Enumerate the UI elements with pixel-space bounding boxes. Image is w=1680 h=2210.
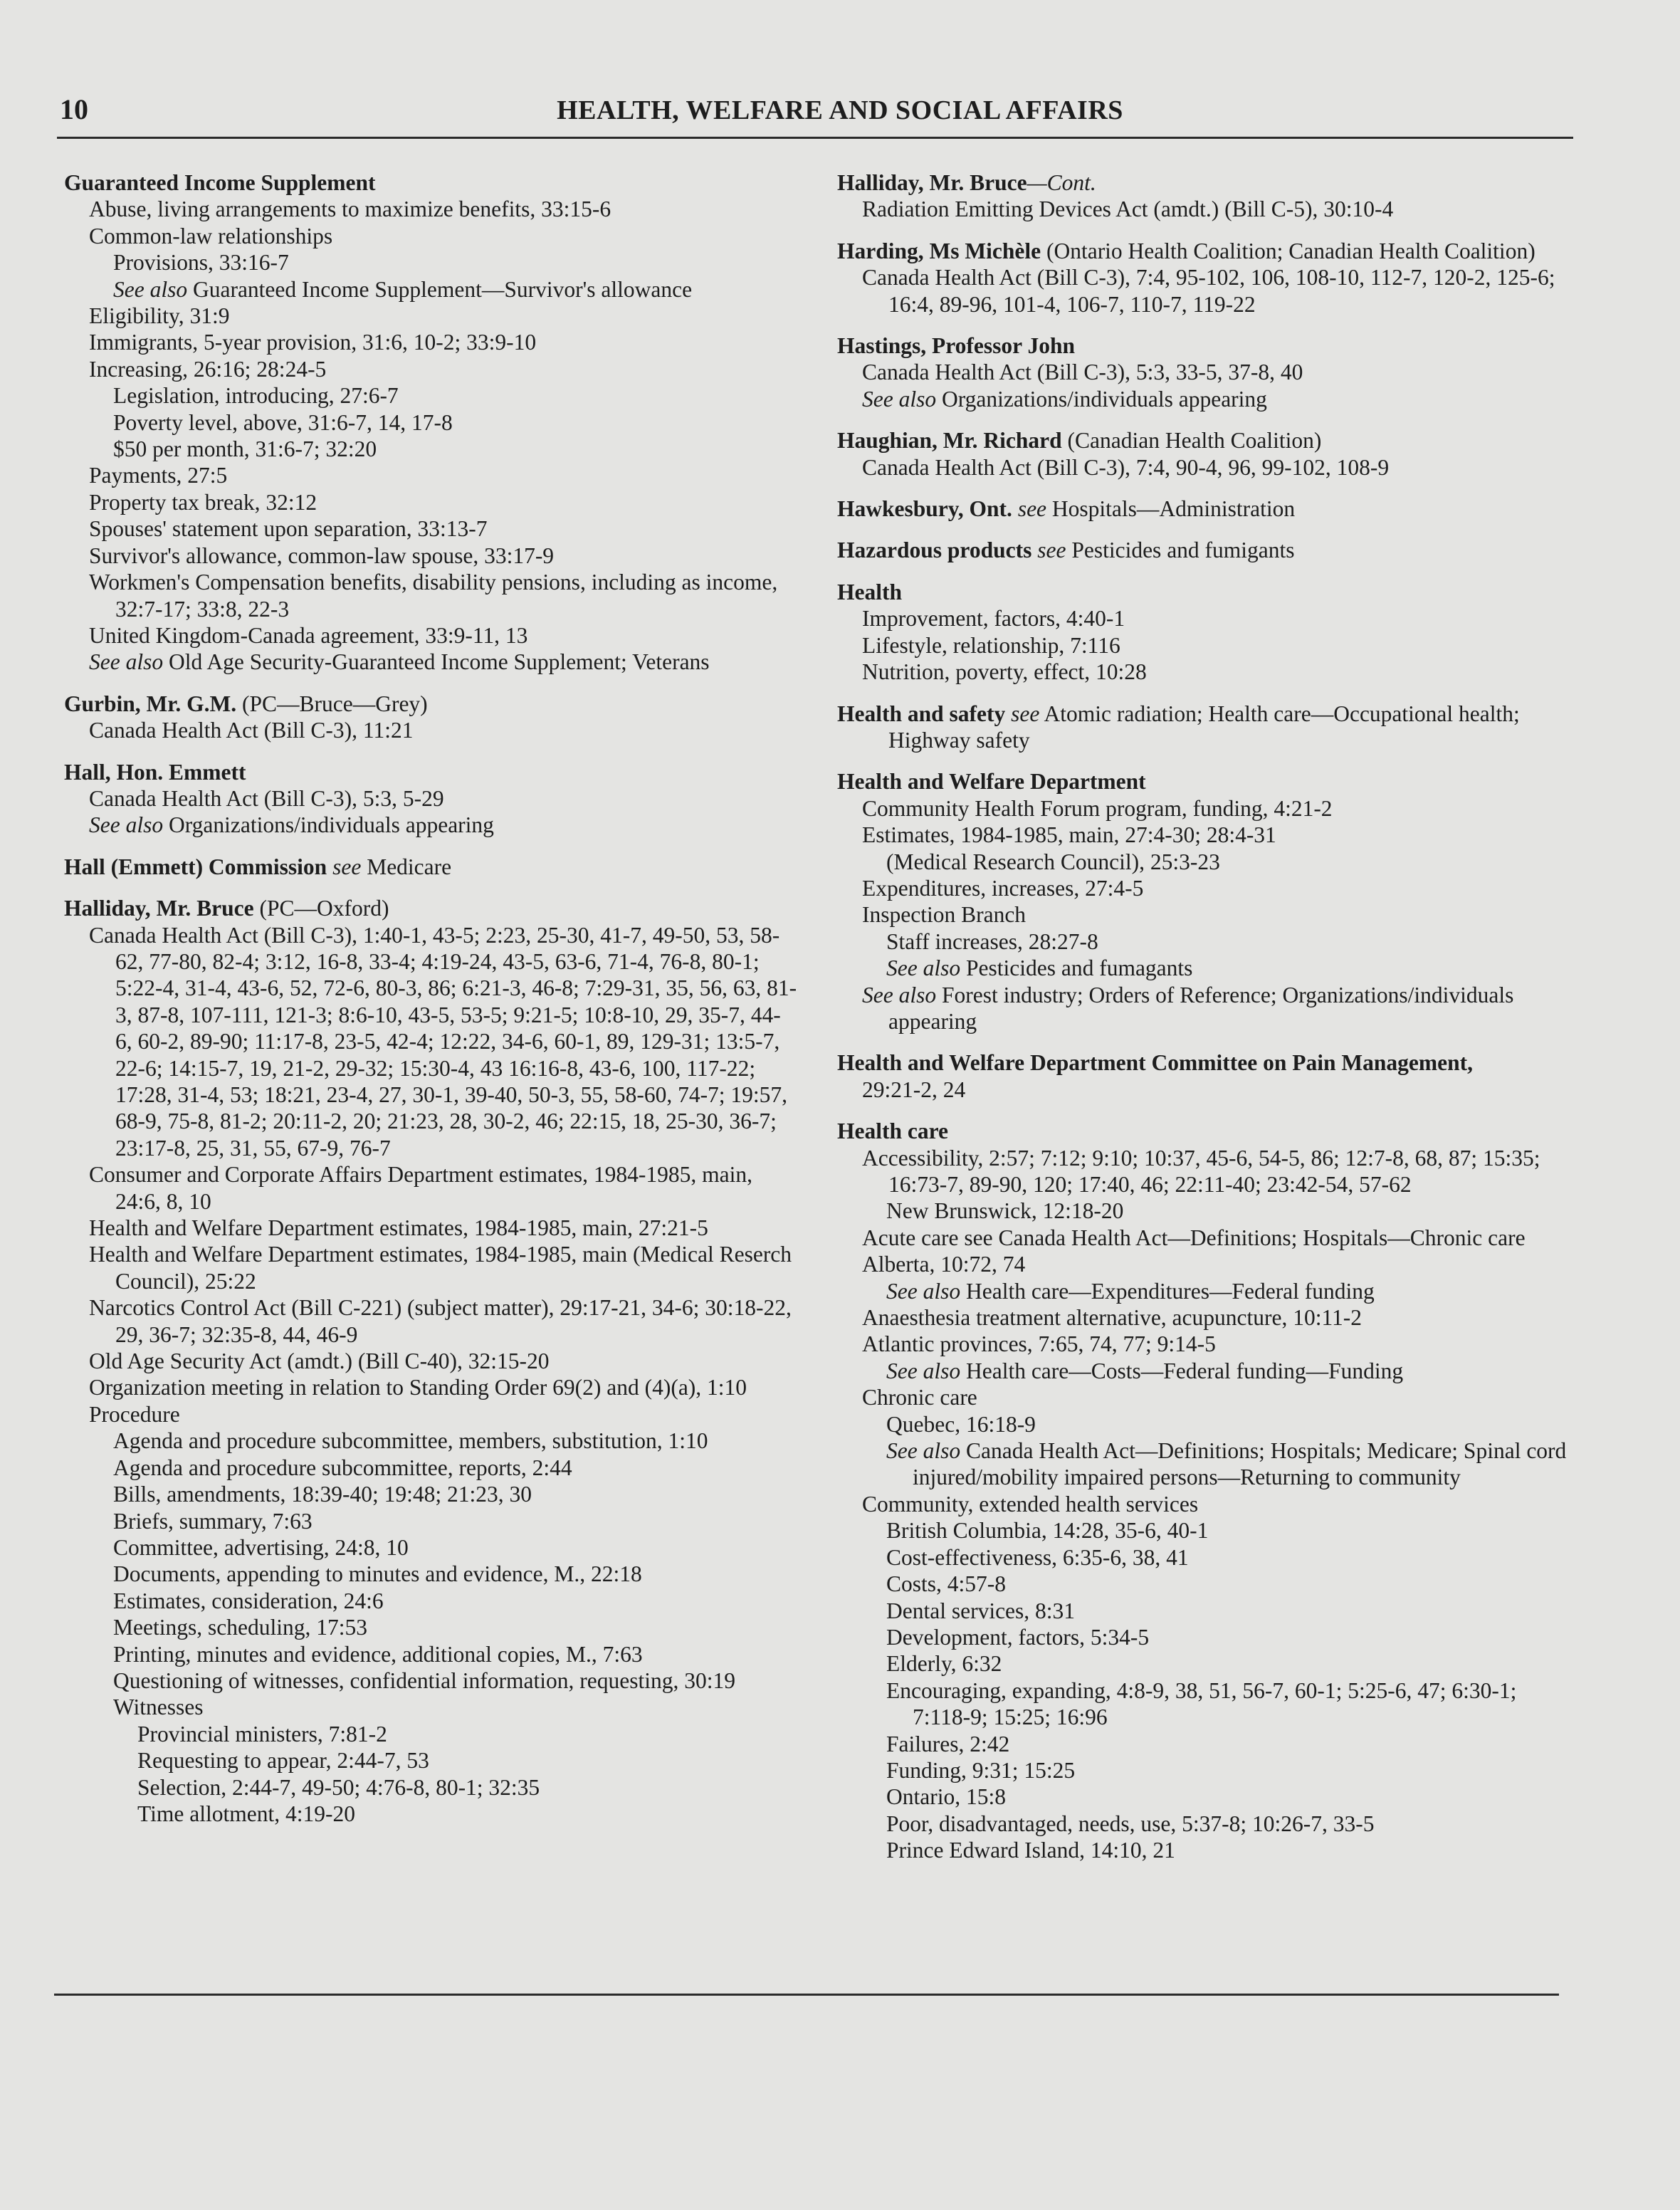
subentry	[837, 795, 1570, 822]
subentry	[64, 515, 797, 542]
subentry-text: Staff increases, 28:27-8	[886, 928, 1098, 954]
subentry-text: Failures, 2:42	[886, 1731, 1010, 1756]
subentry	[64, 1534, 797, 1561]
subentry	[837, 1225, 1570, 1251]
subentry	[64, 356, 797, 382]
subentry	[837, 982, 1570, 1035]
subentry	[64, 223, 797, 249]
index-entry	[64, 895, 797, 1827]
heading-term: Hastings, Professor John	[837, 333, 1075, 359]
subentry-text: Lifestyle, relationship, 7:116	[862, 632, 1120, 658]
subentry	[64, 649, 797, 675]
subentry-text: Atlantic provinces, 7:65, 74, 77; 9:14-5	[862, 1331, 1216, 1357]
subentry-text: Canada Health Act (Bill C-3), 11:21	[89, 718, 414, 743]
subentry	[64, 382, 797, 409]
subentry	[837, 1598, 1570, 1624]
subentry-text: Health care—Costs—Federal funding—Funding	[960, 1358, 1404, 1383]
subentry-text: Payments, 27:5	[89, 463, 228, 488]
subentry	[837, 849, 1570, 875]
subentry	[837, 659, 1570, 685]
subentry	[837, 1784, 1570, 1810]
subentry-text: Property tax break, 32:12	[89, 489, 317, 515]
subentry	[837, 1811, 1570, 1837]
subentry	[837, 928, 1570, 955]
subentry	[64, 717, 797, 743]
subentry-text: Agenda and procedure subcommittee, members, substitution, 1:10	[113, 1428, 708, 1454]
see-also-label: See also	[886, 1278, 961, 1304]
subentry	[64, 1374, 797, 1400]
entry-heading	[837, 332, 1570, 359]
subentry-text: Workmen's Compensation benefits, disability pensions, including as income, 32:7-17; 33:8, 22-3	[89, 570, 778, 622]
subentry	[64, 303, 797, 329]
index-entry	[64, 854, 797, 880]
subentry-text: New Brunswick, 12:18-20	[886, 1198, 1124, 1224]
subentry-text: Forest industry; Orders of Reference; Organizations/individuals appearing	[888, 982, 1514, 1034]
subentry-text: Canada Health Act (Bill C-3), 1:40-1, 43-5; 2:23, 25-30, 41-7, 49-50, 53, 58-62, 77-80, 82-4; 3:12, 16-8, 33-4; 4:19-24, 43-5, 63-6, 71-4, 76-8, 80-1; 5:22-4, 31-4, 43-6, 52, 72-6, 80-3, 86; 6:21-3, 46-8; 7:29-31, 35, 56, 63, 81-3, 87-8, 107-111, 121-3; 8:6-10, 43-5, 53-5; 9:21-5; 10:8-10, 29, 35-7, 44-6, 60-2, 89-90; 11:17-8, 23-5, 42-4; 12:22, 34-6, 60-1, 89, 129-31; 13:5-7, 22-6; 14:15-7, 19, 21-2, 29-32; 15:30-4, 43 16:16-8, 43-6, 100, 117-22; 17:28, 31-4, 53; 18:21, 23-4, 27, 30-1, 39-40, 50-3, 55, 58-60, 74-7; 19:57, 68-9, 75-8, 81-2; 20:11-2, 20; 21:23, 28, 30-2, 46; 22:15, 18, 25-30, 36-7; 23:17-8, 25, 31, 55, 67-9, 76-7	[89, 922, 797, 1161]
heading-term: Health	[837, 579, 902, 604]
subentry	[837, 901, 1570, 928]
subentry-text: Organizations/individuals appearing	[936, 386, 1267, 412]
subentry-text: Agenda and procedure subcommittee, reports, 2:44	[113, 1455, 572, 1480]
entry-heading	[837, 238, 1570, 264]
see-reference-label: see	[327, 854, 362, 879]
running-title: HEALTH, WELFARE AND SOCIAL AFFAIRS	[557, 95, 1123, 125]
subentry-text: Organization meeting in relation to Standing Order 69(2) and (4)(a), 1:10	[89, 1375, 747, 1400]
subentry	[837, 1358, 1570, 1384]
subentry-text: Old Age Security Act (amdt.) (Bill C-40), 32:15-20	[89, 1348, 550, 1374]
subentry	[837, 1544, 1570, 1571]
subentry-text: Elderly, 6:32	[886, 1651, 1002, 1677]
entry-heading	[64, 691, 797, 717]
subentry-text: Estimates, 1984-1985, main, 27:4-30; 28:4-31	[862, 822, 1276, 848]
subentry-text: Eligibility, 31:9	[89, 303, 230, 329]
subentry-text: Provincial ministers, 7:81-2	[137, 1721, 387, 1746]
heading-note: (Ontario Health Coalition; Canadian Health Coalition)	[1041, 238, 1535, 263]
subentry	[64, 1481, 797, 1507]
entry-heading	[837, 701, 1570, 754]
see-also-label: See also	[113, 276, 188, 302]
subentry-text: Ontario, 15:8	[886, 1784, 1006, 1810]
heading-term: Gurbin, Mr. G.M.	[64, 691, 237, 716]
subentry-text: Guaranteed Income Supplement—Survivor's allowance	[187, 276, 693, 302]
subentry	[64, 1215, 797, 1241]
subentry	[837, 1757, 1570, 1784]
index-entry	[837, 169, 1570, 223]
entry-heading	[837, 537, 1570, 563]
subentry	[64, 196, 797, 222]
subentry-text: Chronic care	[862, 1385, 977, 1410]
subentry	[837, 605, 1570, 632]
subentry-text: Consumer and Corporate Affairs Department estimates, 1984-1985, main, 24:6, 8, 10	[89, 1162, 752, 1214]
subentry	[64, 1508, 797, 1534]
subentry	[64, 1561, 797, 1587]
subentry-text: Canada Health Act (Bill C-3), 7:4, 95-102, 106, 108-10, 112-7, 120-2, 125-6; 16:4, 89-96, 101-4, 106-7, 110-7, 119-22	[862, 265, 1555, 317]
heading-note: (PC—Bruce—Grey)	[236, 691, 428, 716]
see-also-label: See also	[89, 812, 164, 838]
subentry	[837, 1304, 1570, 1331]
entry-heading	[837, 579, 1570, 605]
subentry	[64, 249, 797, 276]
entry-heading	[837, 1118, 1570, 1144]
subentry	[64, 1588, 797, 1614]
heading-term: Hall, Hon. Emmett	[64, 759, 246, 785]
subentry	[64, 1161, 797, 1215]
subentry	[64, 489, 797, 515]
subentry	[64, 462, 797, 488]
subentry-text: Narcotics Control Act (Bill C-221) (subject matter), 29:17-21, 34-6; 30:18-22, 29, 36-7; 32:35-8, 44, 46-9	[89, 1295, 792, 1347]
index-entry	[837, 1118, 1570, 1863]
see-reference-label: see	[1005, 701, 1040, 726]
subentry-text: Time allotment, 4:19-20	[137, 1801, 355, 1826]
heading-term: Harding, Ms Michèle	[837, 238, 1041, 263]
subentry-text: Expenditures, increases, 27:4-5	[862, 875, 1144, 901]
subentry-text: Increasing, 26:16; 28:24-5	[89, 356, 327, 382]
subentry-text: $50 per month, 31:6-7; 32:20	[113, 436, 377, 462]
subentry	[837, 1677, 1570, 1731]
subentry	[64, 1774, 797, 1801]
header-rule	[57, 137, 1573, 139]
see-reference-label: see	[1012, 496, 1047, 522]
subentry	[837, 1077, 1570, 1103]
subentry-text: Common-law relationships	[89, 223, 333, 248]
entry-heading	[837, 1049, 1570, 1076]
subentry	[64, 409, 797, 436]
page-number: 10	[60, 93, 88, 125]
subentry	[837, 1650, 1570, 1677]
subentry	[64, 1801, 797, 1827]
subentry	[837, 1491, 1570, 1517]
subentry-text: Procedure	[89, 1401, 180, 1427]
subentry	[837, 1145, 1570, 1198]
see-also-label: See also	[886, 1358, 961, 1383]
subentry	[837, 1411, 1570, 1437]
heading-term: Guaranteed Income Supplement	[64, 170, 376, 195]
subentry	[837, 1837, 1570, 1863]
subentry	[64, 1348, 797, 1374]
see-also-label: See also	[89, 649, 164, 675]
subentry	[64, 1641, 797, 1667]
subentry	[837, 1251, 1570, 1277]
subentry-text: Canada Health Act (Bill C-3), 5:3, 33-5, 37-8, 40	[862, 360, 1303, 385]
entry-heading	[837, 169, 1570, 196]
index-entry	[64, 169, 797, 676]
subentry	[64, 622, 797, 649]
heading-term: Hazardous products	[837, 538, 1032, 563]
subentry	[837, 1731, 1570, 1757]
subentry	[837, 454, 1570, 481]
right-column	[837, 169, 1570, 1879]
subentry-text: Pesticides and fumagants	[960, 955, 1193, 981]
subentry-text: Abuse, living arrangements to maximize benefits, 33:15-6	[89, 197, 611, 222]
see-also-label: See also	[862, 386, 937, 412]
subentry	[64, 436, 797, 462]
subentry-text: Organizations/individuals appearing	[163, 812, 494, 838]
subentry-text: Briefs, summary, 7:63	[113, 1508, 313, 1534]
heading-continued: —Cont.	[1027, 170, 1096, 195]
subentry-text: Encouraging, expanding, 4:8-9, 38, 51, 56-7, 60-1; 5:25-6, 47; 6:30-1; 7:118-9; 15:25; 16:96	[886, 1677, 1517, 1730]
left-column	[64, 169, 797, 1842]
subentry-text: Poor, disadvantaged, needs, use, 5:37-8; 10:26-7, 33-5	[886, 1811, 1375, 1836]
subentry	[64, 1747, 797, 1774]
subentry	[837, 1331, 1570, 1357]
subentry-text: Immigrants, 5-year provision, 31:6, 10-2; 33:9-10	[89, 330, 537, 355]
subentry-text: Poverty level, above, 31:6-7, 14, 17-8	[113, 409, 453, 435]
subentry-text: Selection, 2:44-7, 49-50; 4:76-8, 80-1; 32:35	[137, 1774, 540, 1800]
subentry	[837, 1198, 1570, 1224]
subentry-text: Committee, advertising, 24:8, 10	[113, 1534, 409, 1560]
index-entry	[64, 691, 797, 744]
page-header	[0, 0, 1680, 142]
subentry-text: 29:21-2, 24	[862, 1077, 966, 1102]
subentry-text: Witnesses	[113, 1695, 204, 1720]
subentry-text: Prince Edward Island, 14:10, 21	[886, 1838, 1175, 1863]
see-also-label: See also	[862, 982, 937, 1007]
subentry	[837, 196, 1570, 222]
subentry	[64, 276, 797, 303]
subentry-text: Health and Welfare Department estimates, 1984-1985, main, 27:21-5	[89, 1215, 708, 1241]
subentry-text: British Columbia, 14:28, 35-6, 40-1	[886, 1518, 1209, 1544]
see-reference-label: see	[1031, 538, 1066, 563]
heading-term: Health and Welfare Department	[837, 769, 1146, 795]
subentry	[837, 632, 1570, 659]
heading-term: Health and Welfare Department Committee on Pain Management,	[837, 1050, 1473, 1076]
entry-heading	[64, 759, 797, 785]
subentry-text: (Medical Research Council), 25:3-23	[886, 849, 1220, 874]
subentry	[837, 1571, 1570, 1597]
heading-term: Health and safety	[837, 701, 1006, 726]
entry-heading	[64, 854, 797, 880]
subentry-text: United Kingdom-Canada agreement, 33:9-11, 13	[89, 622, 528, 648]
subentry	[64, 543, 797, 569]
index-entry	[64, 759, 797, 839]
see-reference-target: Medicare	[361, 854, 452, 879]
subentry-text: Funding, 9:31; 15:25	[886, 1757, 1076, 1783]
subentry	[64, 1455, 797, 1481]
see-reference-target: Hospitals—Administration	[1046, 496, 1296, 522]
heading-term: Hall (Emmett) Commission	[64, 854, 327, 879]
subentry-text: Survivor's allowance, common-law spouse, 33:17-9	[89, 543, 555, 568]
index-entry	[837, 332, 1570, 412]
subentry	[64, 1294, 797, 1348]
subentry	[837, 1624, 1570, 1650]
subentry-text: Community Health Forum program, funding, 4:21-2	[862, 795, 1333, 821]
subentry	[64, 1694, 797, 1720]
entry-heading	[837, 427, 1570, 454]
index-entry	[837, 496, 1570, 522]
subentry	[837, 1384, 1570, 1410]
subentry-text: Accessibility, 2:57; 7:12; 9:10; 10:37, 45-6, 54-5, 86; 12:7-8, 68, 87; 15:35; 16:73-7, 89-90, 120; 17:40, 46; 22:11-40; 23:42-54, 57-62	[862, 1145, 1540, 1197]
see-also-label: See also	[886, 955, 961, 981]
subentry	[64, 1667, 797, 1694]
subentry-text: Costs, 4:57-8	[886, 1571, 1007, 1597]
subentry-text: Quebec, 16:18-9	[886, 1411, 1036, 1437]
subentry	[64, 1401, 797, 1428]
subentry-text: Requesting to appear, 2:44-7, 53	[137, 1748, 429, 1774]
index-entry	[837, 701, 1570, 754]
index-entry	[837, 238, 1570, 318]
subentry-text: Legislation, introducing, 27:6-7	[113, 383, 399, 409]
index-entry	[837, 537, 1570, 563]
subentry-text: Cost-effectiveness, 6:35-6, 38, 41	[886, 1544, 1189, 1570]
subentry-text: Alberta, 10:72, 74	[862, 1252, 1026, 1277]
heading-term: Halliday, Mr. Bruce	[64, 896, 254, 921]
index-entry	[837, 768, 1570, 1035]
subentry-text: Nutrition, poverty, effect, 10:28	[862, 659, 1147, 685]
index-entry	[837, 1049, 1570, 1103]
subentry-text: Spouses' statement upon separation, 33:13-7	[89, 516, 488, 542]
subentry	[837, 264, 1570, 318]
subentry-text: Documents, appending to minutes and evidence, M., 22:18	[113, 1561, 642, 1587]
subentry	[64, 569, 797, 622]
subentry-text: Provisions, 33:16-7	[113, 250, 289, 276]
subentry	[64, 922, 797, 1162]
entry-heading	[837, 496, 1570, 522]
entry-heading	[837, 768, 1570, 795]
subentry	[837, 1517, 1570, 1544]
subentry	[64, 1721, 797, 1747]
subentry-text: Health and Welfare Department estimates, 1984-1985, main (Medical Reserch Council), 25:22	[89, 1242, 792, 1294]
subentry-text: Meetings, scheduling, 17:53	[113, 1615, 367, 1640]
subentry-text: Acute care see Canada Health Act—Definitions; Hospitals—Chronic care	[862, 1225, 1526, 1250]
subentry	[837, 359, 1570, 385]
see-reference-target: Pesticides and fumigants	[1066, 538, 1295, 563]
entry-heading	[64, 895, 797, 921]
subentry	[64, 1428, 797, 1454]
subentry-text: Dental services, 8:31	[886, 1598, 1076, 1623]
subentry	[837, 1278, 1570, 1304]
subentry-text: Anaesthesia treatment alternative, acupuncture, 10:11-2	[862, 1305, 1363, 1331]
heading-note: (Canadian Health Coalition)	[1061, 428, 1322, 454]
subentry-text: Radiation Emitting Devices Act (amdt.) (Bill C-5), 30:10-4	[862, 197, 1394, 222]
subentry-text: Canada Health Act (Bill C-3), 5:3, 5-29	[89, 785, 444, 811]
see-reference-target: Atomic radiation; Health care—Occupational health; Highway safety	[888, 701, 1520, 753]
subentry	[64, 1241, 797, 1294]
subentry-text: Canada Health Act (Bill C-3), 7:4, 90-4, 96, 99-102, 108-9	[862, 454, 1390, 480]
subentry-text: Health care—Expenditures—Federal funding	[960, 1278, 1375, 1304]
subentry-text: Development, factors, 5:34-5	[886, 1624, 1150, 1650]
subentry	[64, 785, 797, 812]
see-also-label: See also	[886, 1438, 961, 1464]
index-entry	[837, 579, 1570, 686]
heading-term: Health care	[837, 1119, 948, 1144]
subentry-text: Old Age Security-Guaranteed Income Supplement; Veterans	[163, 649, 710, 675]
heading-term: Hawkesbury, Ont.	[837, 496, 1012, 522]
subentry	[837, 955, 1570, 981]
index-entry	[837, 427, 1570, 481]
subentry-text: Questioning of witnesses, confidential information, requesting, 30:19	[113, 1667, 735, 1693]
subentry-text: Bills, amendments, 18:39-40; 19:48; 21:23, 30	[113, 1482, 532, 1507]
heading-note: (PC—Oxford)	[253, 896, 389, 921]
subentry-text: Estimates, consideration, 24:6	[113, 1588, 384, 1613]
subentry-text: Canada Health Act—Definitions; Hospitals; Medicare; Spinal cord injured/mobility impaired persons—Returning to community	[913, 1438, 1567, 1490]
subentry	[837, 386, 1570, 412]
subentry	[64, 329, 797, 355]
subentry-text: Community, extended health services	[862, 1491, 1199, 1517]
footer-rule	[54, 1994, 1559, 1996]
subentry-text: Inspection Branch	[862, 902, 1027, 928]
subentry	[64, 812, 797, 838]
subentry	[837, 1437, 1570, 1491]
subentry	[837, 875, 1570, 901]
heading-term: Halliday, Mr. Bruce	[837, 170, 1027, 195]
subentry-text: Improvement, factors, 4:40-1	[862, 606, 1125, 632]
heading-term: Haughian, Mr. Richard	[837, 428, 1062, 454]
entry-heading	[64, 169, 797, 196]
subentry	[837, 822, 1570, 848]
subentry-text: Printing, minutes and evidence, additional copies, M., 7:63	[113, 1641, 643, 1667]
subentry	[64, 1614, 797, 1640]
